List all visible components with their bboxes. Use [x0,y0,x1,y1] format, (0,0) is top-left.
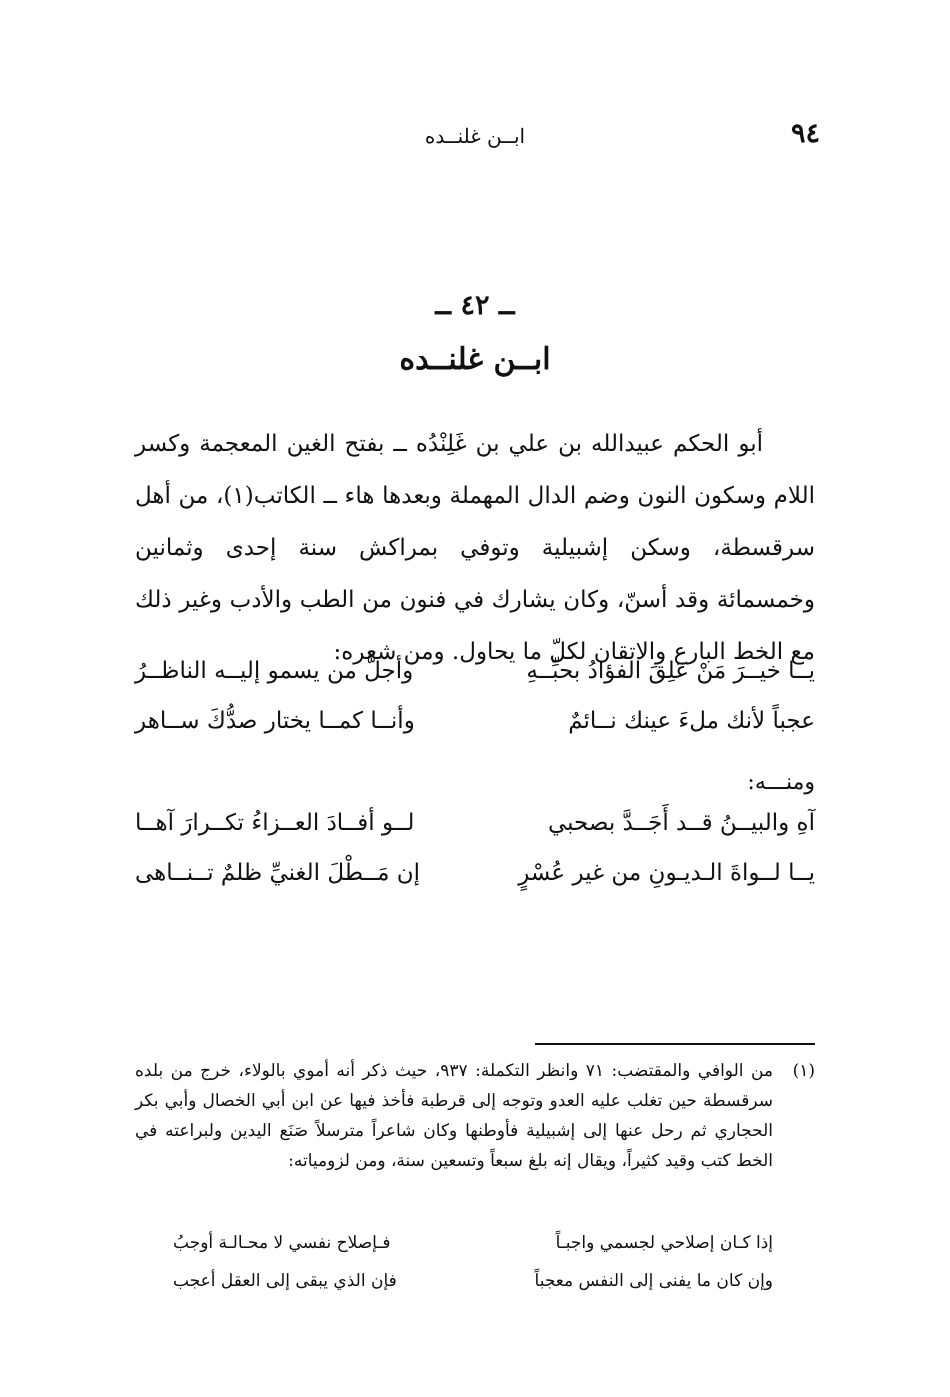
verse-line [135,860,815,910]
verse-second-hemistich: إن مَــطْلَ الغنيِّ ظلمٌ تــنــاهى [135,860,421,886]
footnote [135,1056,815,1176]
verse-second-hemistich: فإن الذي يبقى إلى العقل أعجب [173,1271,397,1291]
verse-second-hemistich: لــو أفــادَ العــزاءُ تكــرارَ آهــا [135,810,415,836]
biography-paragraph: أبو الحكم عبيدالله بن علي بن غَلِنْدُه ــ بفتح الغين المعجمة وكسر اللام وسكون النون وضم الدال المهملة وبعدها هاء ــ الكاتب(١)، من أهل سرقسطة، وسكن إشبيلية وتوفي بمراكش سنة إحدى وثمانين وخمسمائة وقد أسنّ، وكان يشارك في فنون من الطب والأدب وغير ذلك مع الخط البارع والاتقان لكلّ ما يحاول. ومن شعره: [135,431,815,665]
verse-first-hemistich: وإن كان ما يفنى إلى النفس معجباً [534,1271,773,1291]
verse-second-hemistich: وأنــا كمــا يختار صدُّكَ ســاهر [135,708,415,734]
running-header [0,112,950,152]
footnote-divider [535,1043,815,1045]
footnote-verses [173,1233,773,1309]
footnote-marker: (١) [792,1061,815,1081]
verse-first-hemistich: إذا كـان إصلاحي لجسمي واجبـاً [555,1233,773,1253]
page-number: ٩٤ [790,118,820,149]
poem-2 [135,810,815,910]
verse-second-hemistich: فـإصلاح نفسي لا محـالـة أوجبُ [173,1233,391,1253]
running-title: ابــن غلنــده [424,124,526,148]
verse-line [173,1271,773,1309]
verse-second-hemistich: وأجلَّ من يسمو إليــه الناظــرُ [135,658,414,684]
verse-first-hemistich: يــا لــواةَ الـديـونِ من غير عُسْرٍ [518,860,815,886]
body-text [135,418,815,678]
footnote-text: من الوافي والمقتضب: ٧١ وانظر التكملة: ٩٣٧، حيث ذكر أنه أموي بالولاء، خرج من بلده سرقسطة حين تغلب عليه العدو وتوجه إلى قرطبة فأخذ فيها عن ابن أبي الخصال وأبي بكر الحجاري ثم رحل عنها إلى إشبيلية فأوطنها وكان شاعراً مترسلاً صَنَع اليدين ولبراعته في الخط كتب وقيد كثيراً، ويقال إنه بلغ سبعاً وتسعين سنة، ومن لزومياته: [135,1061,773,1171]
verse-line [135,810,815,860]
verse-first-hemistich: آهِ والبيــنُ قــد أَجَــدَّ بصحبي [547,810,815,836]
verse-line [173,1233,773,1271]
entry-number: ــ ٤٢ ــ [435,290,515,321]
verse-first-hemistich: عجباً لأنك ملءَ عينك نــائمٌ [568,708,815,734]
verse-first-hemistich: يــا خيــرَ مَنْ عَلِقَ الفؤادُ بحبِّــهِ [526,658,815,684]
poem-2-intro: ومنـــه: [747,770,815,795]
verse-line [135,658,815,708]
entry-title: ابــن غلنــده [399,342,551,377]
verse-line [135,708,815,758]
poem-1 [135,658,815,758]
